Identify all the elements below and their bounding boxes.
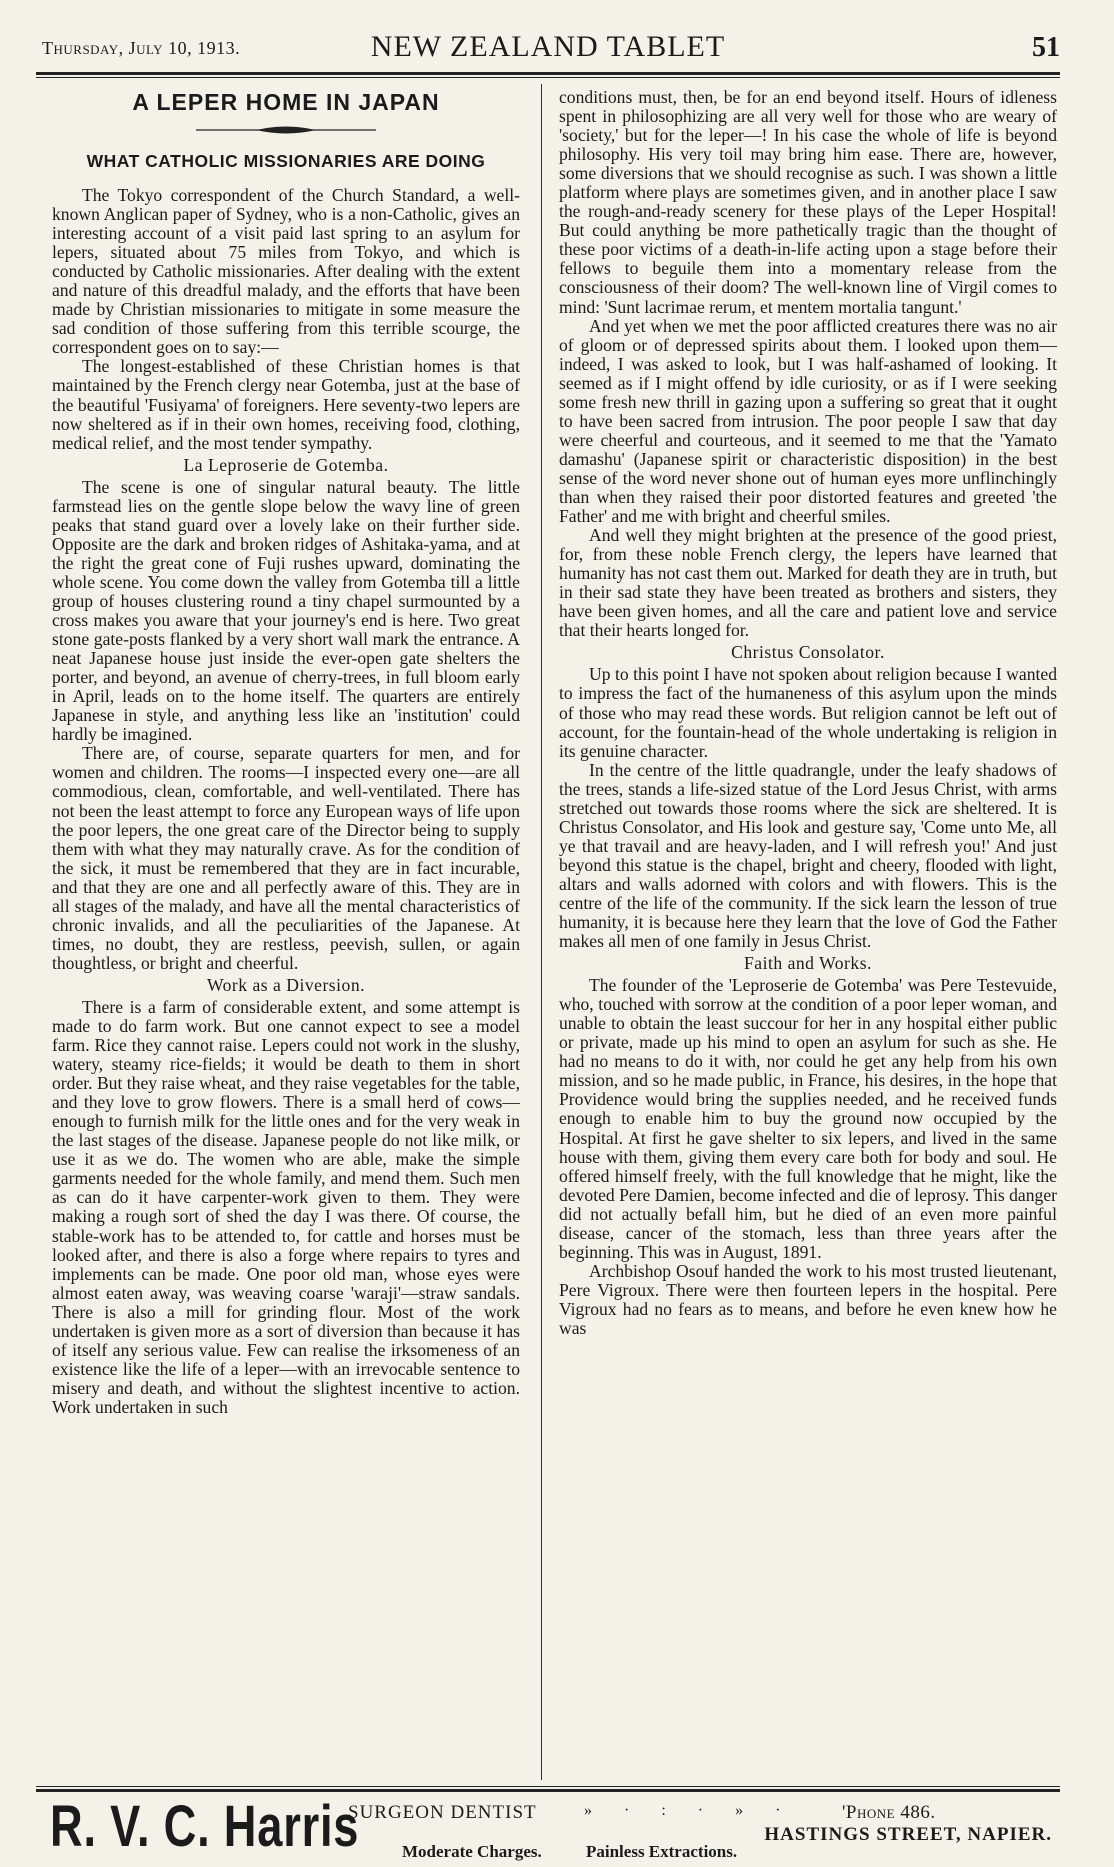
ad-extractions: Painless Extractions. (586, 1842, 738, 1861)
ad-address: HASTINGS STREET, NAPIER. (764, 1824, 1052, 1845)
article-paragraph: Up to this point I have not spoken about religion because I wanted to impress the fact of the humaneness of this asylum upon the minds of those who may read these words. But religion cannot be left out of account, for the fountain-head of the whole undertaking is religion in its genuine character. (559, 664, 1057, 761)
article-paragraph: The Tokyo correspondent of the Church Standard, a well-known Anglican paper of Sydney, who is a non-Catholic, gives an interesting account of a visit paid last spring to an asylum for lepers, situated about 75 miles from Tokyo, and which is conducted by Catholic missionaries. After dealing with the extent and nature of this dreadful malady, and the efforts that have been made by Christian missionaries to mitigate in some measure the sad condition of those suffering from this terrible scourge, the correspondent goes on to say:— (52, 185, 520, 358)
article-paragraph: Archbishop Osouf handed the work to his most trusted lieutenant, Pere Vigroux. There were then fourteen lepers in the hospital. Pere Vigroux had no fears as to means, and before he even knew how he was (559, 1260, 1057, 1338)
article-subtitle: WHAT CATHOLIC MISSIONARIES ARE DOING (86, 151, 486, 171)
article-paragraph: And yet when we met the poor afflicted creatures there was no air of gloom or of depressed spirits about them. I looked upon them—indeed, I was asked to look, but I was half-ashamed of looking. It seemed as if I might offend by idle curiosity, or as if I were seeking some fresh new thrill in gazing upon a suffering so great that it ought to have been sacred from intrusion. The poor people I saw that day were cheerful and courteous, and it seemed to me that the 'Yamato damashu' (Japanese spirit or characteristic disposition) in the best sense of the word never shone out of human eyes more unflinchingly than when they raised their poor distorted features and greeted 'the Father' and me with bright and cheerful smiles. (559, 315, 1057, 527)
ad-charges: Moderate Charges. (402, 1842, 542, 1861)
left-column-body (52, 186, 520, 1417)
ornament-divider-icon (186, 124, 386, 136)
ad-profession: SURGEON DENTIST (348, 1802, 537, 1823)
article-paragraph: In the centre of the little quadrangle, under the leafy shadows of the trees, stands a life-sized statue of the Lord Jesus Christ, with arms stretched out towards those rooms where the sick are sheltered. It is Christus Consolator, and His look and gesture say, 'Come unto Me, all ye that travail and are heavy-laden, and I will refresh you!' And just beyond this statue is the chapel, bright and cheery, flooded with light, altars and walls adorned with colors and with flowers. This is the centre of the life of the community. If the sick learn the lesson of true humanity, it is because here they learn that the love of God the Father makes all men of one family in Jesus Christ. (559, 759, 1057, 952)
ad-phone: 'Phone 486. (842, 1802, 936, 1823)
dentist-advertisement (36, 1794, 1060, 1861)
right-column-body (559, 88, 1057, 1338)
page-number: 51 (1032, 32, 1060, 63)
article-title: A LEPER HOME IN JAPAN (132, 89, 440, 115)
issue-date: Thursday, July 10, 1913. (42, 38, 241, 58)
article-paragraph: There are, of course, separate quarters for men, and for women and children. The rooms—I inspected every one—are all commodious, clean, comfortable, and well-ventilated. There has not been the least attempt to force any European ways of life upon the poor lepers, the one great care of the Director being to supply them with what they may naturally crave. As for the condition of the sick, it must be remembered that they are in fact incurable, and that they are one and all perfectly aware of this. They are in all stages of the malady, and have all the mental characteristics of chronic invalids, and all the peculiarities of the Japanese. At times, no doubt, they are restless, peevish, sullen, or again thoughtless, or bright and cheerful. (52, 743, 520, 973)
column-divider (541, 84, 542, 1780)
section-heading: Work as a Diversion. (206, 974, 366, 995)
article-paragraph: conditions must, then, be for an end beyond itself. Hours of idleness spent in philosophizing are all very well for those who are weary of 'society,' but for the leper—! In his case the whole of life is beyond philosophy. His very toil may bring him ease. There are, however, some diversions that we should recognise as such. I was shown a little platform where plays are sometimes given, and in another place I saw the rough-and-ready scenery for these plays of the Leper Hospital! But could anything be more pathetically tragic than the thought of these poor victims of a death-in-life acting upon a stage before their fellows to beguile them into a momentary release from the consciousness of their doom? The well-known line of Virgil comes to mind: 'Sunt lacrimae rerum, et mentem mortalia tangunt.' (559, 87, 1057, 317)
left-column (52, 88, 520, 1417)
masthead (36, 28, 1060, 68)
footer-rule (36, 1786, 1060, 1792)
newspaper-title: NEW ZEALAND TABLET (370, 30, 726, 63)
section-heading: Faith and Works. (744, 953, 872, 974)
article-paragraph: There is a farm of considerable extent, and some attempt is made to do farm work. But one cannot expect to see a model farm. Rice they cannot raise. Lepers could not work in the slushy, watery, steamy rice-fields; it would be death to them in short order. But they raise wheat, and they raise vegetables for the table, and they love to grow flowers. There is a small herd of cows—enough to furnish milk for the little ones and for the very weak in the last stages of the disease. Japanese people do not like milk, or use it as we do. The women who are able, make the simple garments needed for the whole family, and mend them. Such men as can do it have carpenter-work given to them. They were making a rough sort of shed the day I was there. Of course, the stable-work has to be attended to, for cattle and horses must be looked after, and there is also a forge where repairs to tyres and implements can be made. One poor old man, whose eyes were almost eaten away, was weaving coarse 'waraji'—straw sandals. There is also a mill for grinding flour. Most of the work undertaken is given more as a sort of diversion than because it has of itself any serious value. Few can realise the irksomeness of an existence like the life of a leper—with an irrevocable sentence to misery and death, and without the slightest incentive to action. Work undertaken in such (52, 996, 521, 1417)
article-paragraph: The founder of the 'Leproserie de Gotemba' was Pere Testevuide, who, touched with sorrow at the condition of a poor leper woman, and unable to obtain the least succour for her in any hospital either public or private, made up his mind to open an asylum for such as she. He had no means to do it with, nor could he get any help from his own mission, and so he made public, in France, his desires, in the hope that Providence would bring the supplies needed, and he received funds enough to enable him to buy the ground now occupied by the Hospital. At first he gave shelter to six lepers, and lived in the same house with them, giving them every care both for body and soul. He offered himself freely, with the full knowledge that he might, like the devoted Pere Damien, become infected and die of leprosy. This danger did not actually befall him, but he died of an even more painful disease, cancer of the stomach, less than three years after the beginning. This was in August, 1891. (559, 975, 1057, 1262)
ad-ornament-dots: » · : · » · (584, 1802, 795, 1819)
section-heading: Christus Consolator. (731, 642, 885, 663)
section-heading: La Leproserie de Gotemba. (183, 454, 389, 475)
right-column (559, 88, 1057, 1338)
article-paragraph: The scene is one of singular natural beauty. The little farmstead lies on the gentle slope below the wavy line of green peaks that stand guard over a lovely lake on their further side. Opposite are the dark and broken ridges of Ashitaka-yama, and at the right the great cone of Fuji rushes upward, dominating the whole scene. You come down the valley from Gotemba till a little group of houses clustering round a tiny chapel surmounted by a cross makes you aware that your journey's end is here. Two great stone gate-posts flanked by a very short wall mark the entrance. A neat Japanese house just inside the ever-open gate shelters the porter, and beyond, an avenue of cherry-trees, in full bloom early in April, leads on to the home itself. The quarters are entirely Japanese in style, and anything less like an 'institution' could hardly be imagined. (52, 476, 520, 745)
advertiser-name: R. V. C. Harris (50, 1794, 360, 1859)
article-paragraph: The longest-established of these Christian homes is that maintained by the French clergy near Gotemba, just at the base of the beautiful 'Fusiyama' of foreigners. Here seventy-two lepers are now sheltered as if in their own homes, receiving food, clothing, medical relief, and the most tender sympathy. (52, 356, 521, 453)
masthead-rule (36, 72, 1060, 78)
article-paragraph: And well they might brighten at the presence of the good priest, for, from these noble French clergy, the lepers have learned that humanity has not cast them out. Marked for death they are in truth, but in their sad state they have been treated as brothers and sisters, they have been given homes, and all the care and patient love and service that their hearts longed for. (559, 525, 1057, 641)
